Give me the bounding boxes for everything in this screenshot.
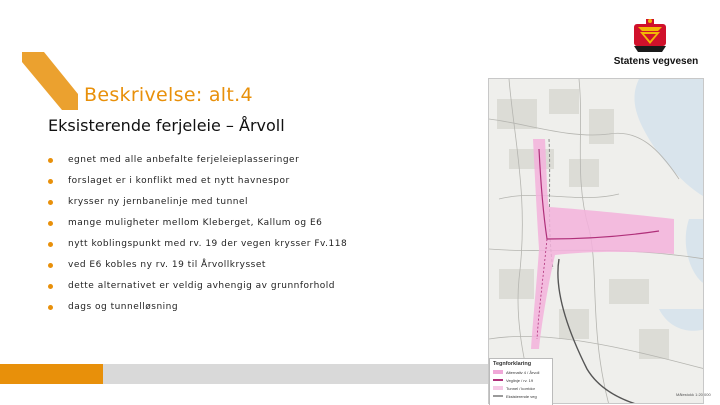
slide-subtitle: Beskrivelse: alt.4 (84, 84, 253, 106)
slide-title: Eksisterende ferjeleie – Årvoll (48, 116, 285, 135)
bullet-item: dette alternativet er veldig avhengig av grunnforhold (46, 276, 347, 297)
bullet-dot-icon (48, 305, 53, 310)
legend-swatch (493, 379, 503, 381)
map-legend (489, 358, 553, 405)
bullet-item: dags og tunnelløsning (46, 297, 347, 318)
orange-chevron-decoration (0, 0, 90, 110)
bullet-dot-icon (48, 242, 53, 247)
bullet-dot-icon (48, 158, 53, 163)
bullet-item: nytt koblingspunkt med rv. 19 der vegen krysser Fv.118 (46, 234, 347, 255)
map-image (488, 78, 704, 404)
legend-row: Tunnel / korridor (490, 384, 552, 392)
bullet-item: krysser ny jernbanelinje med tunnel (46, 192, 347, 213)
legend-swatch (493, 370, 503, 374)
bullet-dot-icon (48, 284, 53, 289)
map-scale: Målestokk 1:20 000 (676, 392, 711, 397)
bullet-dot-icon (48, 200, 53, 205)
logo-wordmark: Statens vegvesen (613, 56, 699, 67)
legend-row: Eksisterende veg (490, 392, 552, 400)
bullet-item: ved E6 kobles ny rv. 19 til Årvollkrysset (46, 255, 347, 276)
bullet-item: forslaget er i konflikt med et nytt havnespor (46, 171, 347, 192)
bullet-list (46, 150, 347, 318)
bullet-item: mange muligheter mellom Kleberget, Kallum og E6 (46, 213, 347, 234)
legend-swatch (493, 386, 503, 390)
footer-grey-bar (103, 364, 488, 384)
legend-row: Veglinje / rv. 19 (490, 376, 552, 384)
footer-orange-bar (0, 364, 103, 384)
bullet-dot-icon (48, 221, 53, 226)
bullet-dot-icon (48, 263, 53, 268)
legend-row: Alternativ 4 / Årvoll (490, 368, 552, 376)
bullet-dot-icon (48, 179, 53, 184)
legend-title: Tegnforklaring (493, 361, 532, 367)
legend-swatch (493, 395, 503, 397)
map-drawing (489, 79, 704, 404)
bullet-item: egnet med alle anbefalte ferjeleieplasseringer (46, 150, 347, 171)
